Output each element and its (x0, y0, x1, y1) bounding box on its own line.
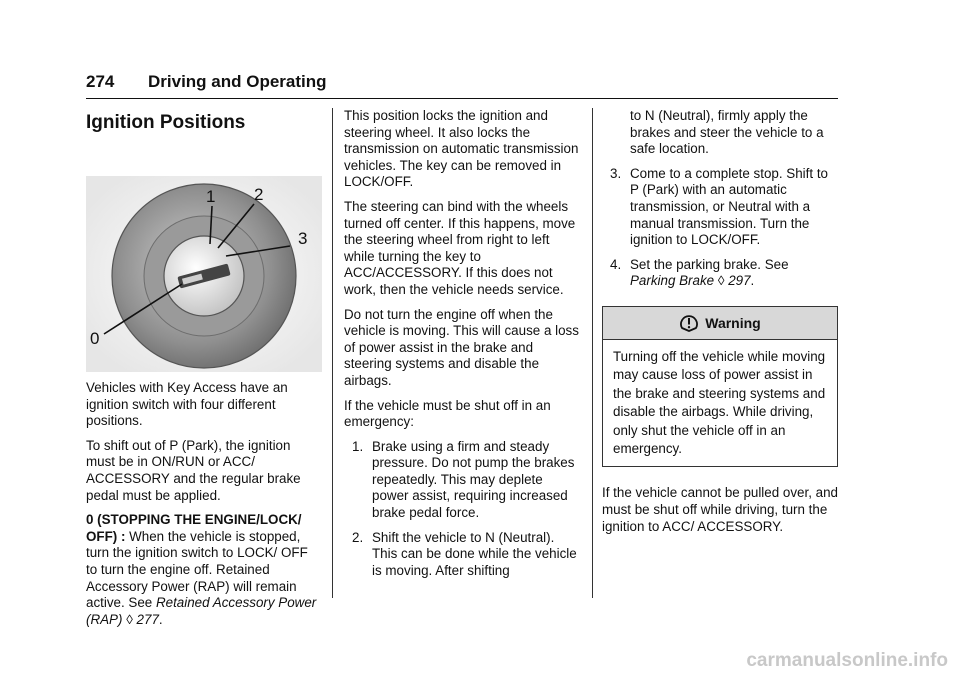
step-number: 2. (352, 529, 364, 545)
parking-brake-link[interactable]: Parking Brake (630, 273, 715, 289)
ignition-switch-figure (86, 148, 322, 372)
cannot-pull-over-paragraph: If the vehicle cannot be pulled over, and must be shut off while driving, turn the ignition to ACC/ ACCESSORY. (602, 485, 838, 534)
step-3 (602, 166, 838, 249)
step-text: Shift the vehicle to N (Neutral). This can be done while the vehicle is moving. After shifting (372, 529, 577, 578)
column-divider-2 (592, 108, 593, 598)
position-label-1: 1 (206, 187, 216, 206)
ignition-positions-heading: Ignition Positions (86, 112, 246, 133)
position-label-3: 3 (298, 229, 308, 248)
step-text: Brake using a firm and steady pressure. Do not pump the brakes repeatedly. This may deplete power assist, requiring increased brake pedal force. (372, 438, 575, 521)
stopping-engine-paragraph: 0 (STOPPING THE ENGINE/LOCK/ OFF) : When the vehicle is stopped, turn the ignition switch to LOCK/ OFF to turn the engine off. Retained Accessory Power (RAP) will remain active. See Retained Accessory Power (RAP) ◊ 277. (86, 512, 317, 627)
column-3 (602, 108, 838, 543)
shift-park-paragraph: To shift out of P (Park), the ignition must be in ON/RUN or ACC/ ACCESSORY and the regular brake pedal must be applied. (86, 437, 301, 503)
stopping-engine-term: 0 (STOPPING THE ENGINE/LOCK/ OFF) : (86, 512, 302, 544)
step-2-continued (602, 108, 838, 158)
rap-link[interactable]: Retained Accessory Power (RAP) (86, 595, 317, 627)
step-4: 4. Set the parking brake. See Parking Brake ◊ 297. (610, 256, 789, 289)
emergency-intro-paragraph: If the vehicle must be shut off in an emergency: (344, 397, 551, 430)
steering-bind-paragraph: The steering can bind with the wheels turned off center. If this happens, move the steering wheel from right to left while turning the key to ACC/ACCESSORY. If this does not work, then the vehicle needs service. (344, 198, 576, 297)
section-title: Driving and Operating (148, 72, 327, 91)
position-label-0: 0 (90, 329, 100, 348)
lock-position-paragraph: This position locks the ignition and steering wheel. It also locks the transmission on automatic transmission vehicles. The key can be removed in LOCK/OFF. (344, 108, 579, 190)
warning-box (602, 306, 838, 467)
step-text: Set the parking brake. See (630, 256, 789, 272)
column-1 (86, 108, 322, 636)
rap-page-ref[interactable]: 277 (136, 611, 159, 627)
step-text: Come to a complete stop. Shift to P (Park) with an automatic transmission, or Neutral with a manual transmission. Turn the ignition to LOCK/OFF. (630, 165, 828, 248)
position-label-2: 2 (254, 185, 264, 204)
warning-text: Turning off the vehicle while moving may cause loss of power assist in the brake and steering systems and disable the airbags. While driving, only shut the vehicle off in an emergency. (613, 348, 826, 456)
watermark: carmanualsonline.info (746, 650, 948, 671)
parking-brake-page-ref[interactable]: 297 (728, 273, 751, 289)
warning-header (603, 307, 837, 340)
header-rule (86, 98, 838, 99)
column-2 (344, 108, 580, 587)
step-number: 4. (610, 256, 622, 272)
step-number: 1. (352, 438, 364, 454)
step-2 (344, 530, 580, 580)
page-ref-icon: ◊ (126, 611, 133, 627)
step-1 (344, 439, 580, 522)
page-number: 274 (86, 72, 115, 91)
column-divider-1 (332, 108, 333, 598)
page-ref-icon: ◊ (717, 273, 725, 289)
page-header (86, 70, 838, 98)
key-access-paragraph: Vehicles with Key Access have an ignition switch with four different positions. (86, 380, 288, 429)
step-text: to N (Neutral), firmly apply the brakes and steer the vehicle to a safe location. (630, 108, 824, 157)
step-number: 3. (610, 165, 622, 181)
engine-off-moving-paragraph: Do not turn the engine off when the vehicle is moving. This will cause a loss of power assist in the brake and steering systems and disable the airbags. (344, 306, 579, 388)
warning-icon (679, 314, 699, 332)
warning-title: Warning (705, 314, 761, 331)
